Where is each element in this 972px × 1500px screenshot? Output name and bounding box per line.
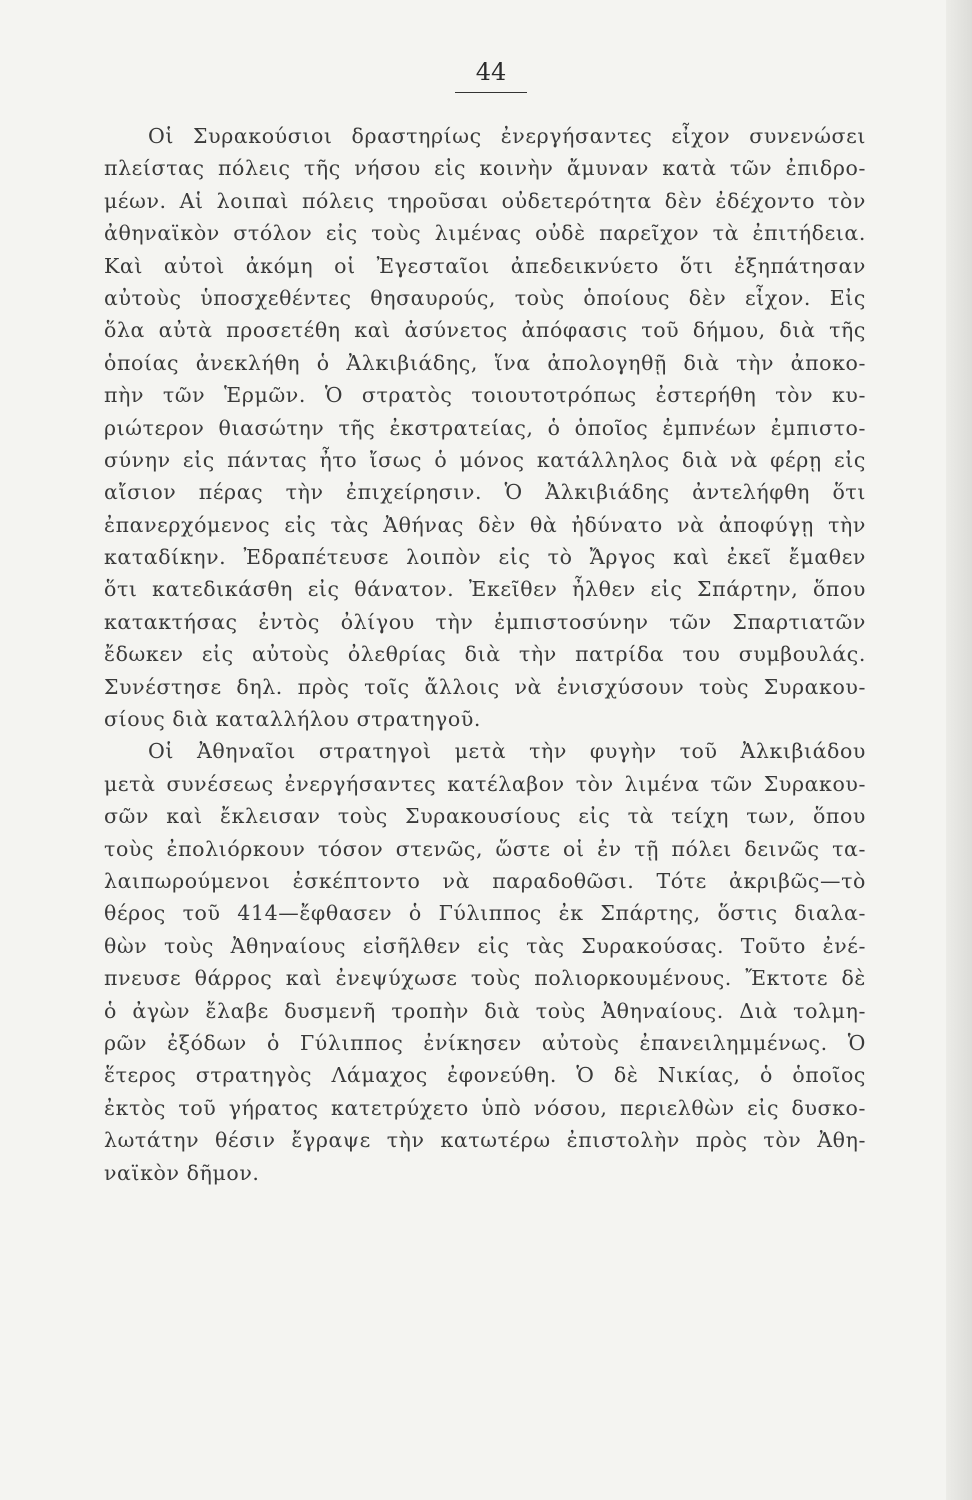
page-number: 44 xyxy=(455,58,527,93)
paragraph-2-line: λωτάτην θέσιν ἔγραψε τὴν κατωτέρω ἐπιστολὴν πρὸς τὸν Ἀθη- xyxy=(104,1128,866,1153)
paragraph-2-line: σῶν καὶ ἔκλεισαν τοὺς Συρακουσίους εἰς τὰ τείχη των, ὅπου xyxy=(104,804,866,829)
paragraph-2-line: λαιπωρούμενοι ἐσκέπτοντο νὰ παραδοθῶσι. Τότε ἀκριβῶς—τὸ xyxy=(104,868,866,893)
paragraph-1-line: Καὶ αὐτοὶ ἀκόμη οἱ Ἐγεσταῖοι ἀπεδεικνύετο ὅτι ἐξηπάτησαν xyxy=(104,253,866,278)
paragraph-1-line: Οἱ Συρακούσιοι δραστηρίως ἐνεργήσαντες εἶχον συνενώσει xyxy=(148,124,866,148)
paragraph-1-line: σίους διὰ καταλλήλου στρατηγοῦ. xyxy=(104,707,482,732)
paragraph-1-line: ἐπανερχόμενος εἰς τὰς Ἀθήνας δὲν θὰ ἠδύνατο νὰ ἀποφύγῃ τὴν xyxy=(104,512,866,537)
paragraph-2-line: μετὰ συνέσεως ἐνεργήσαντες κατέλαβον τὸν λιμένα τῶν Συρακου- xyxy=(104,771,866,796)
page-edge xyxy=(946,0,972,1500)
body-text xyxy=(104,120,866,1189)
paragraph-1-line: ὅλα αὐτὰ προσετέθη καὶ ἀσύνετος ἀπόφασις τοῦ δήμου, διὰ τῆς xyxy=(104,318,866,343)
paragraph-1-line: καταδίκην. Ἐδραπέτευσε λοιπὸν εἰς τὸ Ἄργος καὶ ἐκεῖ ἔμαθεν xyxy=(104,545,866,570)
paragraph-2-line: θὼν τοὺς Ἀθηναίους εἰσῆλθεν εἰς τὰς Συρακούσας. Τοῦτο ἐνέ- xyxy=(104,933,866,958)
paragraph-2-line: ὁ ἀγὼν ἔλαβε δυσμενῆ τροπὴν διὰ τοὺς Ἀθηναίους. Διὰ τολμη- xyxy=(104,998,866,1023)
paragraph-2-line: ναϊκὸν δῆμον. xyxy=(104,1160,260,1185)
paragraph-2-line: ἐκτὸς τοῦ γήρατος κατετρύχετο ὑπὸ νόσου, περιελθὼν εἰς δυσκο- xyxy=(104,1095,866,1120)
paragraph-2-line: τοὺς ἐπολιόρκουν τόσον στενῶς, ὥστε οἱ ἐν τῇ πόλει δεινῶς τα- xyxy=(104,836,866,861)
paragraph-1-line: αὐτοὺς ὑποσχεθέντες θησαυρούς, τοὺς ὁποίους δὲν εἶχον. Εἰς xyxy=(104,285,866,310)
paragraph-2-line: πνευσε θάρρος καὶ ἐνεψύχωσε τοὺς πολιορκουμένους. Ἔκτοτε δὲ xyxy=(104,966,866,991)
paragraph-1-line: ὅτι κατεδικάσθη εἰς θάνατον. Ἐκεῖθεν ἦλθεν εἰς Σπάρτην, ὅπου xyxy=(104,577,866,602)
paragraph-2-line: θέρος τοῦ 414—ἔφθασεν ὁ Γύλιππος ἐκ Σπάρτης, ὅστις διαλα- xyxy=(104,901,866,926)
paragraph-1-line: ἀθηναϊκὸν στόλον εἰς τοὺς λιμένας οὐδὲ παρεῖχον τὰ ἐπιτήδεια. xyxy=(104,221,866,246)
paragraph-1-line: ὁποίας ἀνεκλήθη ὁ Ἀλκιβιάδης, ἵνα ἀπολογηθῇ διὰ τὴν ἀποκο- xyxy=(104,350,866,375)
paragraph-1-line: πλείστας πόλεις τῆς νήσου εἰς κοινὴν ἄμυναν κατὰ τῶν ἐπιδρο- xyxy=(104,156,866,181)
paragraph-1-line: ἔδωκεν εἰς αὐτοὺς ὀλεθρίας διὰ τὴν πατρίδα του συμβουλάς. xyxy=(104,642,866,667)
paragraph-1-line: ριώτερον θιασώτην τῆς ἐκστρατείας, ὁ ὁποῖος ἐμπνέων ἐμπιστο- xyxy=(104,415,866,440)
paragraph-1-line: πὴν τῶν Ἑρμῶν. Ὁ στρατὸς τοιουτοτρόπως ἐστερήθη τὸν κυ- xyxy=(104,383,866,408)
paragraph-1-line: μέων. Αἱ λοιπαὶ πόλεις τηροῦσαι οὐδετερότητα δὲν ἐδέχοντο τὸν xyxy=(104,188,866,213)
paragraph-2-line: ἕτερος στρατηγὸς Λάμαχος ἐφονεύθη. Ὁ δὲ Νικίας, ὁ ὁποῖος xyxy=(104,1063,866,1088)
paragraph-1-line: κατακτήσας ἐντὸς ὀλίγου τὴν ἐμπιστοσύνην τῶν Σπαρτιατῶν xyxy=(104,609,866,634)
paragraph-2-line: ρῶν ἐξόδων ὁ Γύλιππος ἐνίκησεν αὐτοὺς ἐπανειλημμένως. Ὁ xyxy=(104,1030,866,1055)
paragraph-1-line: αἴσιον πέρας τὴν ἐπιχείρησιν. Ὁ Ἀλκιβιάδης ἀντελήφθη ὅτι xyxy=(104,480,866,505)
paragraph-2-line: Οἱ Ἀθηναῖοι στρατηγοὶ μετὰ τὴν φυγὴν τοῦ Ἀλκιβιάδου xyxy=(148,739,866,764)
paragraph-1-line: Συνέστησε δηλ. πρὸς τοῖς ἄλλοις νὰ ἐνισχύσουν τοὺς Συρακου- xyxy=(104,674,866,699)
paragraph-1-line: σύνην εἰς πάντας ἦτο ἴσως ὁ μόνος κατάλληλος διὰ νὰ φέρῃ εἰς xyxy=(104,447,866,472)
